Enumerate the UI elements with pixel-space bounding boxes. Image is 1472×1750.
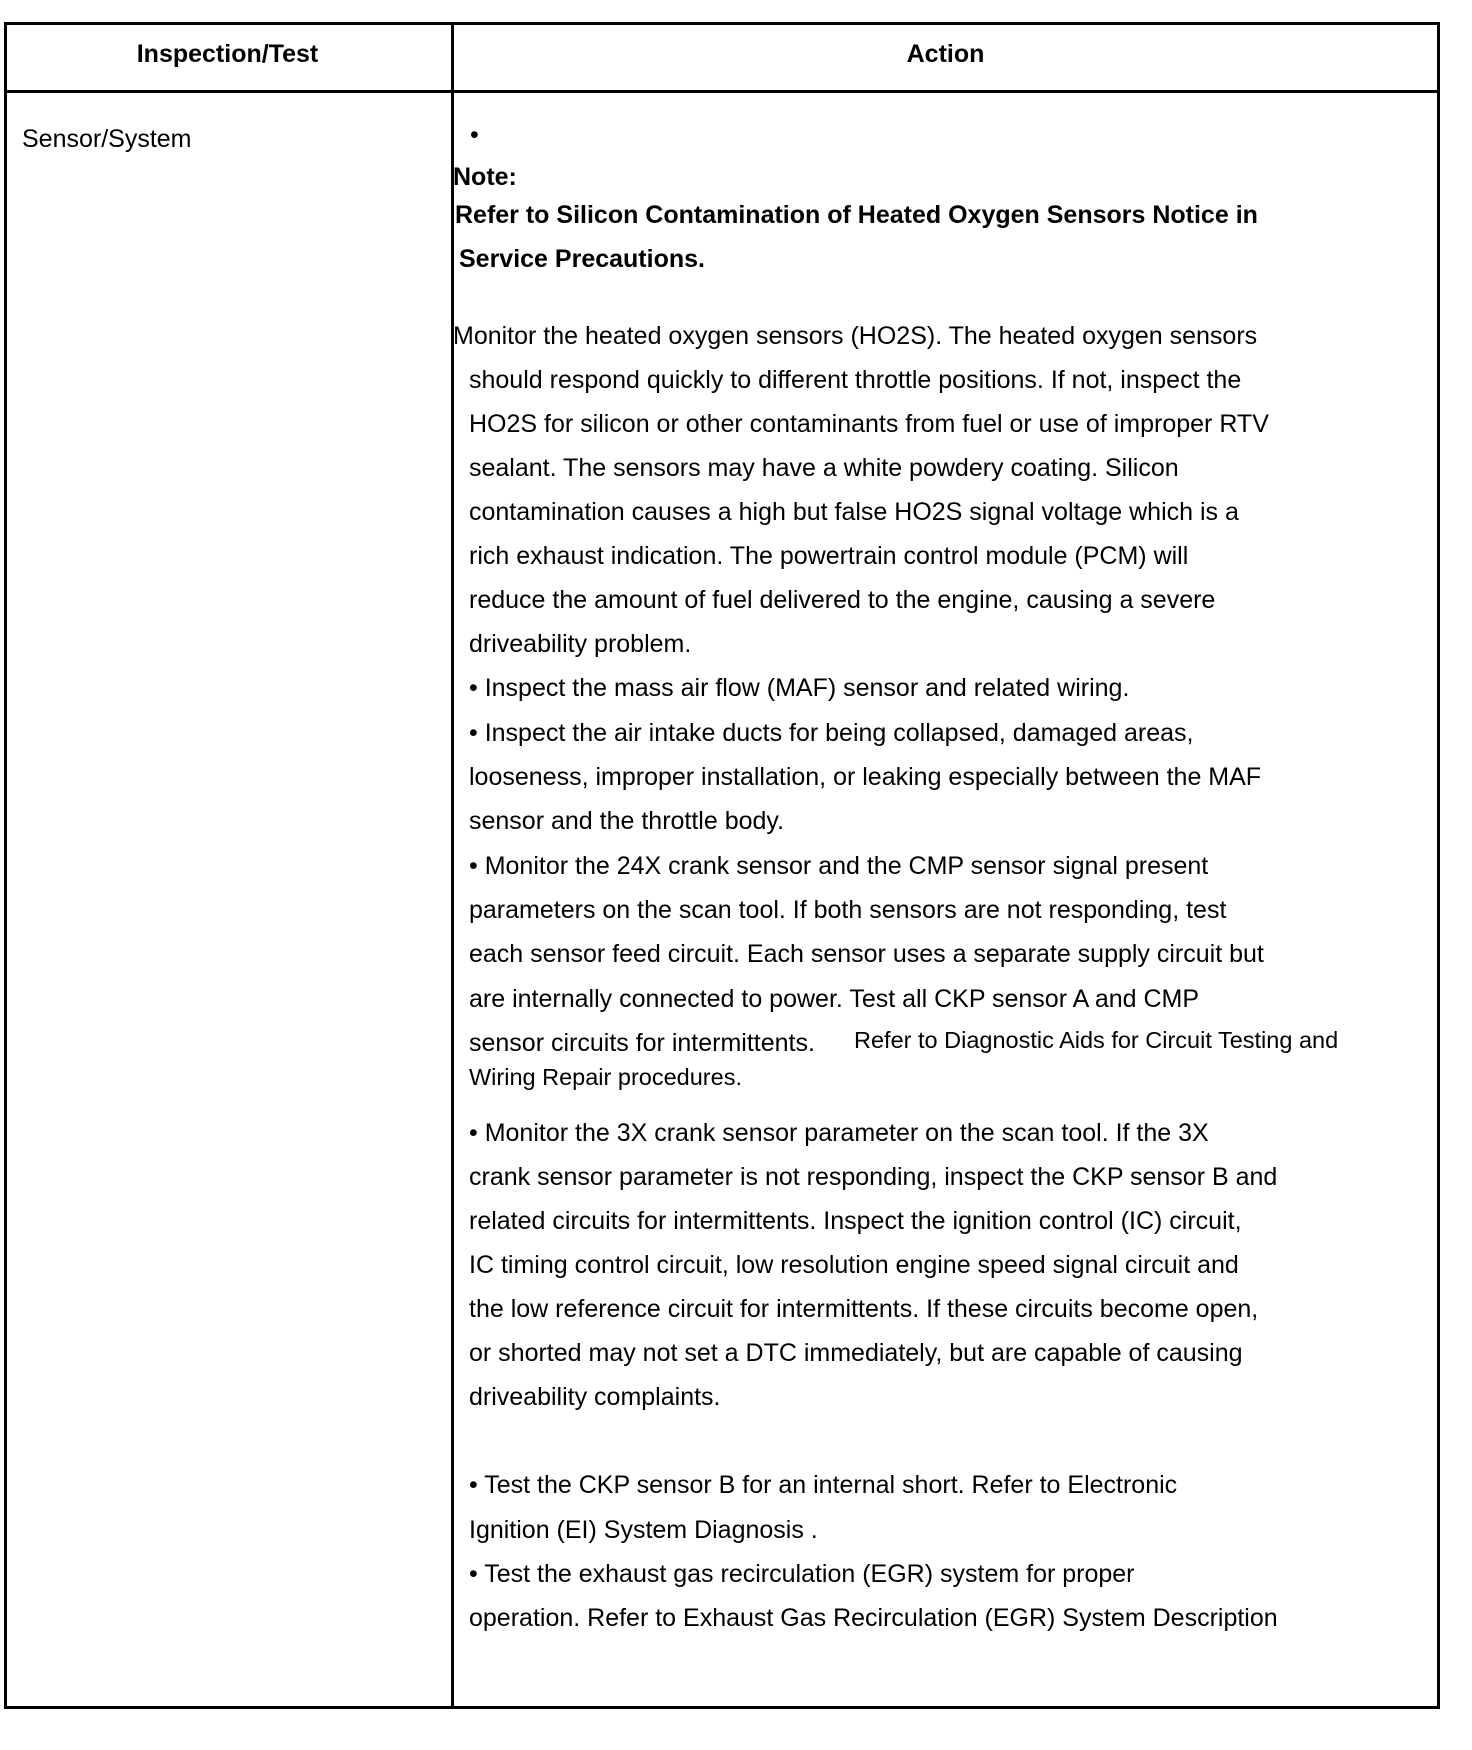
refer-diagnostic-aids-line2: Wiring Repair procedures. (469, 1064, 742, 1090)
inspection-cell: Sensor/System (22, 125, 192, 153)
crank3-line: IC timing control circuit, low resolution engine speed signal circuit and (469, 1251, 1239, 1279)
intake-line: sensor and the throttle body. (469, 807, 785, 835)
crank24-line: each sensor feed circuit. Each sensor uses a separate supply circuit but (469, 940, 1264, 968)
ho2s-line: should respond quickly to different throttle positions. If not, inspect the (469, 366, 1242, 394)
crank3-line: the low reference circuit for intermittents. If these circuits become open, (469, 1295, 1259, 1323)
crank3-line: driveability complaints. (469, 1383, 721, 1411)
crank3-line: crank sensor parameter is not responding, inspect the CKP sensor B and (469, 1163, 1278, 1191)
ho2s-line: driveability problem. (469, 630, 692, 658)
crank24-line: are internally connected to power. Test all CKP sensor A and CMP (469, 985, 1200, 1013)
column-header-inspection: Inspection/Test (136, 40, 319, 68)
ho2s-line: Monitor the heated oxygen sensors (HO2S). The heated oxygen sensors (453, 322, 1258, 350)
crank3-line: or shorted may not set a DTC immediately, but are capable of causing (469, 1339, 1243, 1367)
ho2s-line: HO2S for silicon or other contaminants from fuel or use of improper RTV (469, 410, 1269, 438)
crank3-line: • Monitor the 3X crank sensor parameter on the scan tool. If the 3X (469, 1119, 1209, 1147)
header-divider (4, 90, 1440, 93)
refer-diagnostic-aids: Refer to Diagnostic Aids for Circuit Testing and (854, 1027, 1339, 1053)
column-divider (451, 22, 454, 1709)
ho2s-line: reduce the amount of fuel delivered to the engine, causing a severe (469, 586, 1216, 614)
intake-line: looseness, improper installation, or leaking especially between the MAF (469, 763, 1262, 791)
intake-line: • Inspect the air intake ducts for being collapsed, damaged areas, (469, 719, 1194, 747)
ho2s-line: contamination causes a high but false HO2S signal voltage which is a (469, 498, 1239, 526)
ckp-line: • Test the CKP sensor B for an internal short. Refer to Electronic (469, 1471, 1178, 1499)
ho2s-line: rich exhaust indication. The powertrain control module (PCM) will (469, 542, 1189, 570)
note-line: Service Precautions. (459, 245, 705, 273)
egr-line: • Test the exhaust gas recirculation (EGR) system for proper (469, 1560, 1135, 1588)
maf-line: • Inspect the mass air flow (MAF) sensor and related wiring. (469, 674, 1130, 702)
ckp-line: Ignition (EI) System Diagnosis . (469, 1516, 818, 1544)
egr-line: operation. Refer to Exhaust Gas Recirculation (EGR) System Description (469, 1604, 1278, 1632)
ho2s-line: sealant. The sensors may have a white powdery coating. Silicon (469, 454, 1179, 482)
crank24-line: sensor circuits for intermittents. (469, 1029, 815, 1057)
note-line: Refer to Silicon Contamination of Heated Oxygen Sensors Notice in (455, 201, 1258, 229)
crank24-line: • Monitor the 24X crank sensor and the CMP sensor signal present (469, 852, 1209, 880)
note-label: Note: (453, 163, 517, 191)
top-bullet: • (470, 121, 479, 149)
crank3-line: related circuits for intermittents. Inspect the ignition control (IC) circuit, (469, 1207, 1242, 1235)
crank24-line: parameters on the scan tool. If both sensors are not responding, test (469, 896, 1227, 924)
column-header-action: Action (906, 40, 985, 68)
